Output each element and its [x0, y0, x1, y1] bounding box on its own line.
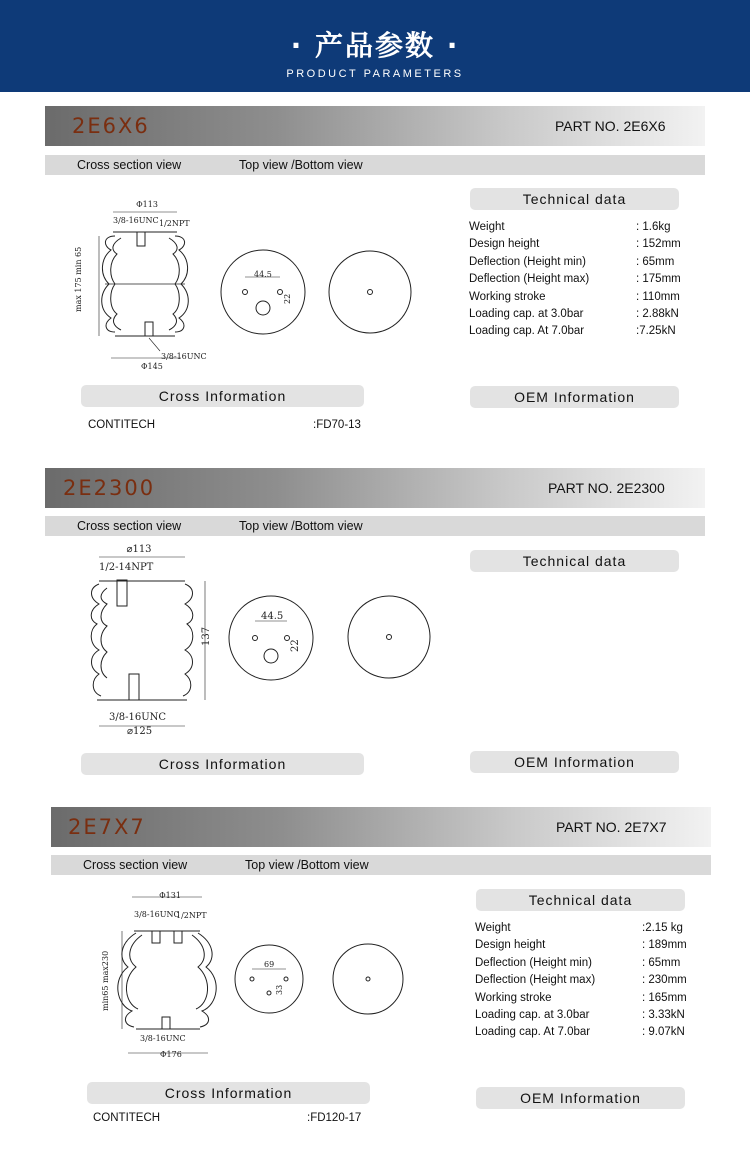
cross-information-title: Cross Information [81, 385, 364, 407]
dim-plate-w: 44.5 [254, 270, 272, 279]
cross-brand: CONTITECH [88, 419, 156, 431]
spec-value: : 65mm [636, 255, 675, 268]
spec-row [469, 271, 709, 288]
spec-row [475, 972, 715, 989]
cross-information-title: Cross Information [81, 753, 364, 775]
product-section-2e2300 [0, 468, 750, 778]
spec-value: : 3.33kN [642, 1008, 685, 1021]
bellows-right [198, 933, 216, 1027]
product-section-2e7x7 [0, 807, 750, 1137]
specs-list [469, 219, 709, 341]
spec-row [475, 990, 715, 1007]
dim-bottom: Φ176 [160, 1050, 182, 1059]
cross-information-title: Cross Information [87, 1082, 370, 1104]
spec-value: : 175mm [636, 273, 681, 286]
spec-row [475, 955, 715, 972]
spec-value: : 230mm [642, 974, 687, 987]
model-name: 2E7X7 [68, 815, 146, 839]
bottom-view-circle [333, 944, 403, 1014]
model-name: 2E6X6 [72, 114, 150, 138]
top-view-circle [221, 250, 305, 334]
spec-value: : 152mm [636, 238, 681, 251]
dim-bottom-thread: 3/8-16UNC [109, 712, 167, 723]
dim-plate-h: 22 [290, 639, 301, 652]
model-banner [45, 468, 705, 508]
spec-row [475, 937, 715, 954]
technical-drawing [65, 188, 440, 370]
spec-label: Working stroke [475, 991, 552, 1004]
spec-label: Deflection (Height min) [475, 956, 592, 969]
spec-label: Deflection (Height max) [469, 273, 590, 286]
bottom-view-circle [348, 596, 430, 678]
dim-thread-right: 1/2NPT [159, 219, 190, 228]
spec-label: Deflection (Height max) [475, 974, 596, 987]
dim-side: min65 max230 [101, 950, 110, 1011]
technical-data-title: Technical data [470, 550, 679, 572]
spec-value: : 9.07kN [642, 1026, 685, 1039]
spec-label: Weight [469, 221, 505, 233]
dim-plate-h: 33 [275, 984, 284, 995]
views-bar [45, 155, 705, 175]
dim-top: Φ113 [136, 200, 158, 209]
top-bottom-label: Top view /Bottom view [245, 858, 369, 872]
technical-data-title: Technical data [476, 889, 685, 911]
cross-section-label: Cross section view [77, 519, 182, 533]
spec-label: Loading cap. At 7.0bar [475, 1026, 591, 1039]
spec-label: Design height [469, 238, 540, 251]
spec-label: Design height [475, 939, 546, 952]
dim-thread-left: 3/8-16UNC [113, 216, 159, 225]
product-section-2e6x6 [0, 106, 750, 436]
dim-top: Φ131 [159, 891, 181, 900]
spec-row [469, 323, 709, 340]
cross-section-label: Cross section view [77, 158, 182, 172]
views-bar [45, 516, 705, 536]
page-header [0, 0, 750, 92]
spec-value: : 65mm [642, 956, 681, 969]
spec-row [469, 306, 709, 323]
cross-code: :FD70-13 [313, 419, 361, 431]
bottom-view-circle [329, 251, 411, 333]
top-bottom-label: Top view /Bottom view [239, 519, 363, 533]
inlet-fitting [152, 931, 160, 943]
part-number: PART NO. 2E6X6 [555, 118, 666, 134]
part-number: PART NO. 2E7X7 [556, 819, 667, 835]
spec-value: :7.25kN [636, 325, 676, 338]
dim-plate-h: 22 [283, 293, 292, 304]
bellows-left [91, 584, 101, 696]
dim-bottom-thread: 3/8-16UNC [140, 1034, 186, 1043]
spec-label: Weight [475, 922, 511, 934]
dim-plate-w: 44.5 [261, 611, 284, 622]
model-banner [51, 807, 711, 847]
top-view-circle [235, 945, 303, 1013]
spec-value: : 165mm [642, 991, 687, 1004]
technical-drawing [90, 887, 440, 1062]
spec-value: :2.15 kg [642, 922, 683, 934]
inlet-fitting [117, 580, 127, 606]
spec-label: Deflection (Height min) [469, 255, 586, 268]
spec-label: Loading cap. At 7.0bar [469, 325, 585, 338]
dim-thread-left: 3/8-16UNC [134, 910, 180, 919]
cross-section-label: Cross section view [83, 858, 188, 872]
bellows-right [183, 584, 193, 696]
spec-label: Loading cap. at 3.0bar [475, 1008, 590, 1021]
dim-bottom: Φ145 [141, 362, 163, 370]
dim-top: ⌀113 [126, 544, 152, 555]
dim-bottom-thread: 3/8-16UNC [161, 352, 207, 361]
model-banner [45, 106, 705, 146]
model-name: 2E2300 [63, 476, 156, 500]
spec-row [475, 920, 715, 937]
spec-row [469, 236, 709, 253]
spec-value: : 2.88kN [636, 307, 679, 320]
page-subtitle: PRODUCT PARAMETERS [286, 68, 464, 80]
inlet-fitting [137, 232, 145, 246]
spec-value: : 1.6kg [636, 221, 671, 233]
dim-plate-w: 69 [264, 960, 275, 969]
spec-row [469, 289, 709, 306]
oem-information-title: OEM Information [476, 1087, 685, 1109]
technical-data-title: Technical data [470, 188, 679, 210]
dim-side: max 175 min 65 [74, 246, 83, 312]
cross-brand: CONTITECH [93, 1112, 161, 1124]
cross-code: :FD120-17 [307, 1112, 362, 1124]
oem-information-title: OEM Information [470, 751, 679, 773]
dim-side: 137 [201, 626, 212, 646]
spec-row [475, 1007, 715, 1024]
bellows-left [118, 933, 136, 1027]
spec-label: Loading cap. at 3.0bar [469, 307, 584, 320]
spec-row [469, 219, 709, 236]
part-number: PART NO. 2E2300 [548, 480, 665, 496]
dim-thread-right: 1/2NPT [176, 911, 207, 920]
spec-row [475, 1024, 715, 1041]
top-bottom-label: Top view /Bottom view [239, 158, 363, 172]
technical-drawing [85, 540, 440, 736]
spec-value: : 110mm [636, 290, 680, 303]
dim-thread: 1/2-14NPT [99, 562, 154, 573]
specs-list [475, 920, 715, 1042]
spec-value: : 189mm [642, 939, 687, 952]
dim-bottom: ⌀125 [127, 726, 153, 736]
top-view-circle [229, 596, 313, 680]
oem-information-title: OEM Information [470, 386, 679, 408]
spec-row [469, 254, 709, 271]
views-bar [51, 855, 711, 875]
spec-label: Working stroke [469, 290, 546, 303]
page-title: · 产品参数 · [290, 29, 460, 62]
